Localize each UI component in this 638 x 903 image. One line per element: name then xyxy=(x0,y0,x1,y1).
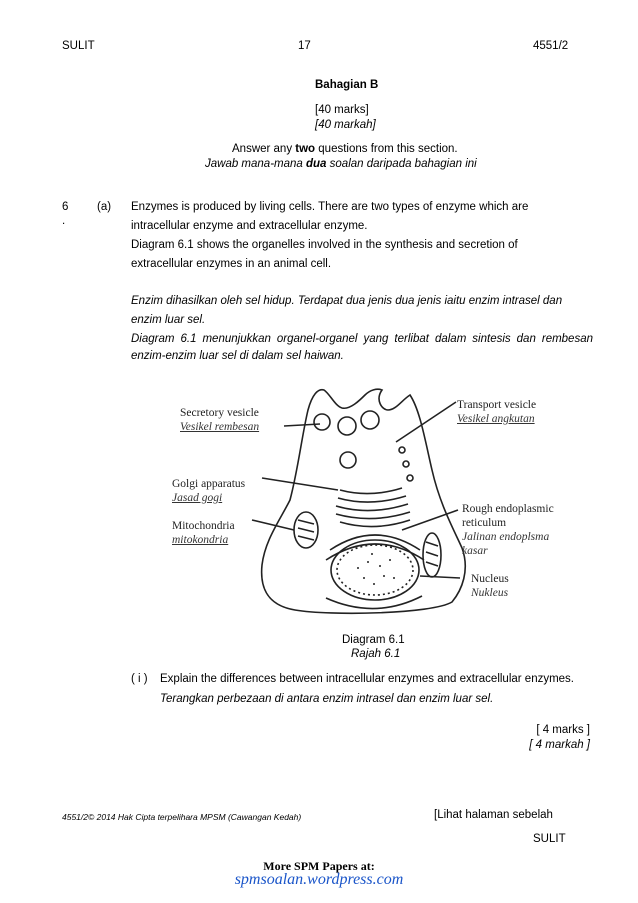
stem-en-line1: Enzymes is produced by living cells. There are two types of enzyme which are xyxy=(131,201,529,213)
diagram-caption-en: Diagram 6.1 xyxy=(342,634,405,646)
subquestion-ms: Terangkan perbezaan di antara enzim intrasel dan enzim luar sel. xyxy=(160,693,494,705)
subquestion-number: ( i ) xyxy=(131,673,148,685)
question-dot: . xyxy=(62,215,66,227)
website-link[interactable]: spmsoalan.wordpress.com xyxy=(234,871,404,888)
more-papers-text: More SPM Papers at: xyxy=(263,859,375,873)
header-sulit: SULIT xyxy=(62,40,95,52)
paper-code: 4551/2 xyxy=(533,40,569,52)
marks-ms: [ 4 markah ] xyxy=(529,739,590,751)
footer-sulit: SULIT xyxy=(533,833,566,845)
label-secretory-vesicle: Secretory vesicle Vesikel rembesan xyxy=(180,407,260,433)
copyright-notice: 4551/2© 2014 Hak Cipta terpelihara MPSM (Cawangan Kedah) xyxy=(62,812,302,822)
section-marks-ms: [40 markah] xyxy=(315,119,376,131)
section-marks-en: [40 marks] xyxy=(315,104,369,116)
label-mitochondria: Mitochondria mitokondria xyxy=(172,520,235,546)
label-golgi: Golgi apparatus Jasad gogi xyxy=(172,478,246,504)
stem-ms-line4: enzim-enzim luar sel di dalam sel haiwan. xyxy=(131,350,344,362)
stem-ms-line1: Enzim dihasilkan oleh sel hidup. Terdapat dua jenis dua jenis iaitu enzim intrasel dan xyxy=(131,295,563,307)
stem-ms-line2: enzim luar sel. xyxy=(131,314,206,326)
instruction-en: Answer any two questions from this section. xyxy=(232,143,458,155)
question-part: (a) xyxy=(97,201,112,213)
stem-en-line3: Diagram 6.1 shows the organelles involved in the synthesis and secretion of xyxy=(131,239,518,251)
label-transport-vesicle: Transport vesicle Vesikel angkutan xyxy=(457,399,537,425)
stem-ms-line3: Diagram 6.1 menunjukkan organel-organel yang terlibat dalam sintesis dan rembesan xyxy=(131,333,593,345)
stem-en-line2: intracellular enzyme and extracellular enzyme. xyxy=(131,220,368,232)
diagram-caption-ms: Rajah 6.1 xyxy=(351,648,401,660)
question-number: 6 xyxy=(62,201,69,213)
instruction-ms: Jawab mana-mana dua soalan daripada bahagian ini xyxy=(205,158,477,170)
label-nucleus: Nucleus Nukleus xyxy=(471,573,509,599)
stem-en-line4: extracellular enzymes in an animal cell. xyxy=(131,258,332,270)
page-number: 17 xyxy=(298,40,311,52)
label-rough-er: Rough endoplasmic reticulum Jalinan endoplsma kasar xyxy=(462,503,554,557)
section-title: Bahagian B xyxy=(315,79,379,91)
marks-en: [ 4 marks ] xyxy=(536,724,590,736)
next-page-note: [Lihat halaman sebelah xyxy=(434,809,553,821)
subquestion-en: Explain the differences between intracellular enzymes and extracellular enzymes. xyxy=(160,673,575,685)
